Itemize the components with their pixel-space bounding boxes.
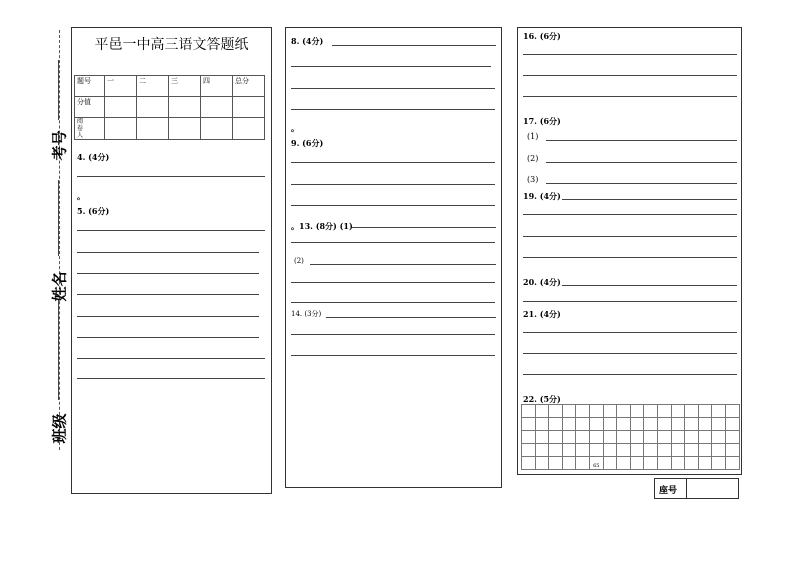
score-header-cell: 二 [137,76,169,97]
answer-line[interactable] [326,317,496,318]
score-header-cell: 一 [105,76,137,97]
grid-cell[interactable] [535,405,549,418]
essay-grid[interactable] [521,404,740,470]
score-header-cell: 总分 [233,76,265,97]
grid-cell[interactable] [657,444,671,457]
question-17-part-2-label: (2) [527,154,539,163]
grid-cell[interactable] [712,444,726,457]
grid-cell[interactable] [671,431,685,444]
question-22-label: 22. (5分) [523,394,561,404]
grid-cell[interactable] [576,457,590,470]
score-cell[interactable] [169,118,201,140]
score-header-cell: 三 [169,76,201,97]
grid-cell[interactable] [549,457,563,470]
seat-number-label: 座号 [659,486,678,496]
grid-cell[interactable] [698,405,712,418]
seat-number-box [654,478,739,499]
answer-line[interactable] [77,294,259,295]
score-cell[interactable] [233,118,265,140]
grid-cell[interactable] [698,444,712,457]
grid-cell[interactable] [671,418,685,431]
question-8-label: 8. (4分) [291,36,324,46]
answer-line[interactable] [77,358,265,359]
answer-line[interactable] [77,176,265,177]
grid-cell[interactable] [522,457,536,470]
period-mark: 。 [291,123,299,133]
grid-cell[interactable] [671,405,685,418]
question-5-label: 5. (6分) [77,206,110,216]
grid-cell[interactable] [562,405,576,418]
grid-cell[interactable] [617,405,631,418]
answer-line[interactable] [291,302,495,303]
grid-cell[interactable] [589,418,603,431]
grid-cell[interactable] [589,431,603,444]
exam-number-label: 考号 [50,130,69,161]
answer-column-1 [71,27,272,494]
question-17-part-3-label: (3) [527,175,539,184]
grid-cell[interactable] [603,457,617,470]
answer-line[interactable] [291,66,491,67]
grid-cell[interactable] [535,444,549,457]
grid-cell[interactable] [562,431,576,444]
grid-cell[interactable] [603,405,617,418]
grid-cell[interactable] [603,431,617,444]
grid-cell[interactable] [549,431,563,444]
grid-cell[interactable] [644,457,658,470]
score-header-cell: 四 [201,76,233,97]
grid-cell[interactable] [725,457,739,470]
grid-cell[interactable] [671,457,685,470]
grid-cell[interactable] [522,431,536,444]
name-blank [58,180,59,256]
grid-cell[interactable] [617,418,631,431]
grid-cell[interactable] [725,418,739,431]
grid-cell[interactable] [630,418,644,431]
answer-line[interactable] [291,109,495,110]
answer-line[interactable] [77,378,265,379]
grid-cell[interactable] [644,418,658,431]
answer-line[interactable] [523,75,737,76]
grid-cell[interactable] [685,405,699,418]
question-13-label: 。13. (8分) (1) [291,221,353,231]
answer-line[interactable] [562,199,737,200]
grid-cell[interactable] [657,405,671,418]
grid-cell[interactable] [671,444,685,457]
answer-line[interactable] [523,332,737,333]
grid-cell[interactable] [712,418,726,431]
grid-cell[interactable] [535,457,549,470]
grid-cell[interactable] [617,431,631,444]
answer-line[interactable] [77,337,259,338]
question-16-label: 16. (6分) [523,31,561,41]
grid-cell[interactable] [657,431,671,444]
answer-line[interactable] [77,273,259,274]
answer-line[interactable] [546,183,737,184]
question-14-label: 14. (3分) [291,310,322,318]
binding-line [59,30,60,450]
answer-line[interactable] [332,45,496,46]
grid-cell[interactable] [522,405,536,418]
grid-cell[interactable] [603,444,617,457]
answer-line[interactable] [77,316,259,317]
page-title: 平邑一中高三语文答题纸 [94,37,249,53]
grid-cell[interactable] [698,418,712,431]
answer-line[interactable] [523,257,737,258]
grid-cell[interactable] [589,444,603,457]
grid-cell[interactable] [576,405,590,418]
answer-line[interactable] [291,282,495,283]
question-21-label: 21. (4分) [523,309,561,319]
answer-line[interactable] [77,230,265,231]
grid-count-mark[interactable]: 65 [589,457,603,470]
score-cell[interactable] [105,118,137,140]
grid-cell[interactable] [712,405,726,418]
score-cell[interactable] [201,118,233,140]
answer-line[interactable] [523,54,737,55]
grid-cell[interactable] [576,431,590,444]
answer-line[interactable] [523,374,737,375]
answer-line[interactable] [546,162,737,163]
grid-cell[interactable] [630,457,644,470]
grid-cell[interactable] [549,418,563,431]
score-row-label: 分值 [75,97,105,118]
grader-row-label: 阅 卷 人 [75,118,105,140]
answer-line[interactable] [352,227,496,228]
score-cell[interactable] [169,97,201,118]
exam-number-blank [58,60,59,120]
answer-line[interactable] [291,355,495,356]
grid-cell[interactable] [698,431,712,444]
score-cell[interactable] [137,118,169,140]
grid-cell[interactable] [617,457,631,470]
grid-cell[interactable] [549,405,563,418]
grid-cell[interactable] [617,444,631,457]
answer-line[interactable] [291,184,495,185]
grid-cell[interactable] [549,444,563,457]
question-13-part-2-label: (2) [294,257,304,265]
grid-cell[interactable] [535,418,549,431]
question-17-part-1-label: (1) [527,132,539,141]
answer-line[interactable] [546,140,737,141]
name-label: 姓名 [50,271,69,302]
score-table [74,75,265,140]
answer-line[interactable] [291,88,495,89]
grid-cell[interactable] [576,418,590,431]
question-9-label: 9. (6分) [291,138,324,148]
answer-line[interactable] [523,353,737,354]
score-header-cell: 题号 [75,76,105,97]
answer-line[interactable] [291,334,495,335]
grid-cell[interactable] [725,431,739,444]
score-cell[interactable] [137,97,169,118]
answer-column-2 [285,27,502,488]
answer-line[interactable] [523,236,737,237]
grid-cell[interactable] [725,405,739,418]
seat-number-field[interactable] [686,479,687,498]
question-20-label: 20. (4分) [523,277,561,287]
grid-cell[interactable] [562,418,576,431]
grid-cell[interactable] [685,444,699,457]
answer-line[interactable] [291,242,495,243]
answer-line[interactable] [523,96,737,97]
grid-cell[interactable] [522,418,536,431]
grid-cell[interactable] [603,418,617,431]
period-mark: 。 [77,191,85,201]
grid-cell[interactable] [644,444,658,457]
answer-line[interactable] [291,162,495,163]
question-4-label: 4. (4分) [77,152,110,162]
grid-cell[interactable] [712,457,726,470]
score-cell[interactable] [201,97,233,118]
class-label: 班级 [50,413,69,444]
answer-line[interactable] [291,205,495,206]
grid-cell[interactable] [589,405,603,418]
score-cell[interactable] [233,97,265,118]
grid-cell[interactable] [630,444,644,457]
answer-column-3 [517,27,742,475]
answer-line[interactable] [523,301,737,302]
grid-cell[interactable] [685,431,699,444]
score-cell[interactable] [105,97,137,118]
grid-cell[interactable] [685,457,699,470]
grid-cell[interactable] [522,444,536,457]
answer-line[interactable] [77,252,259,253]
grid-cell[interactable] [576,444,590,457]
answer-line[interactable] [523,214,737,215]
grid-cell[interactable] [562,457,576,470]
grid-cell[interactable] [630,405,644,418]
grid-cell[interactable] [630,431,644,444]
grid-cell[interactable] [644,431,658,444]
question-17-label: 17. (6分) [523,116,561,126]
answer-line[interactable] [562,285,737,286]
class-blank [58,300,59,400]
grid-cell[interactable] [685,418,699,431]
question-19-label: 19. (4分) [523,191,561,201]
grid-cell[interactable] [657,457,671,470]
grid-cell[interactable] [657,418,671,431]
grid-cell[interactable] [725,444,739,457]
grid-cell[interactable] [562,444,576,457]
grid-cell[interactable] [644,405,658,418]
grid-cell[interactable] [535,431,549,444]
grid-cell[interactable] [712,431,726,444]
answer-line[interactable] [310,264,496,265]
grid-cell[interactable] [698,457,712,470]
